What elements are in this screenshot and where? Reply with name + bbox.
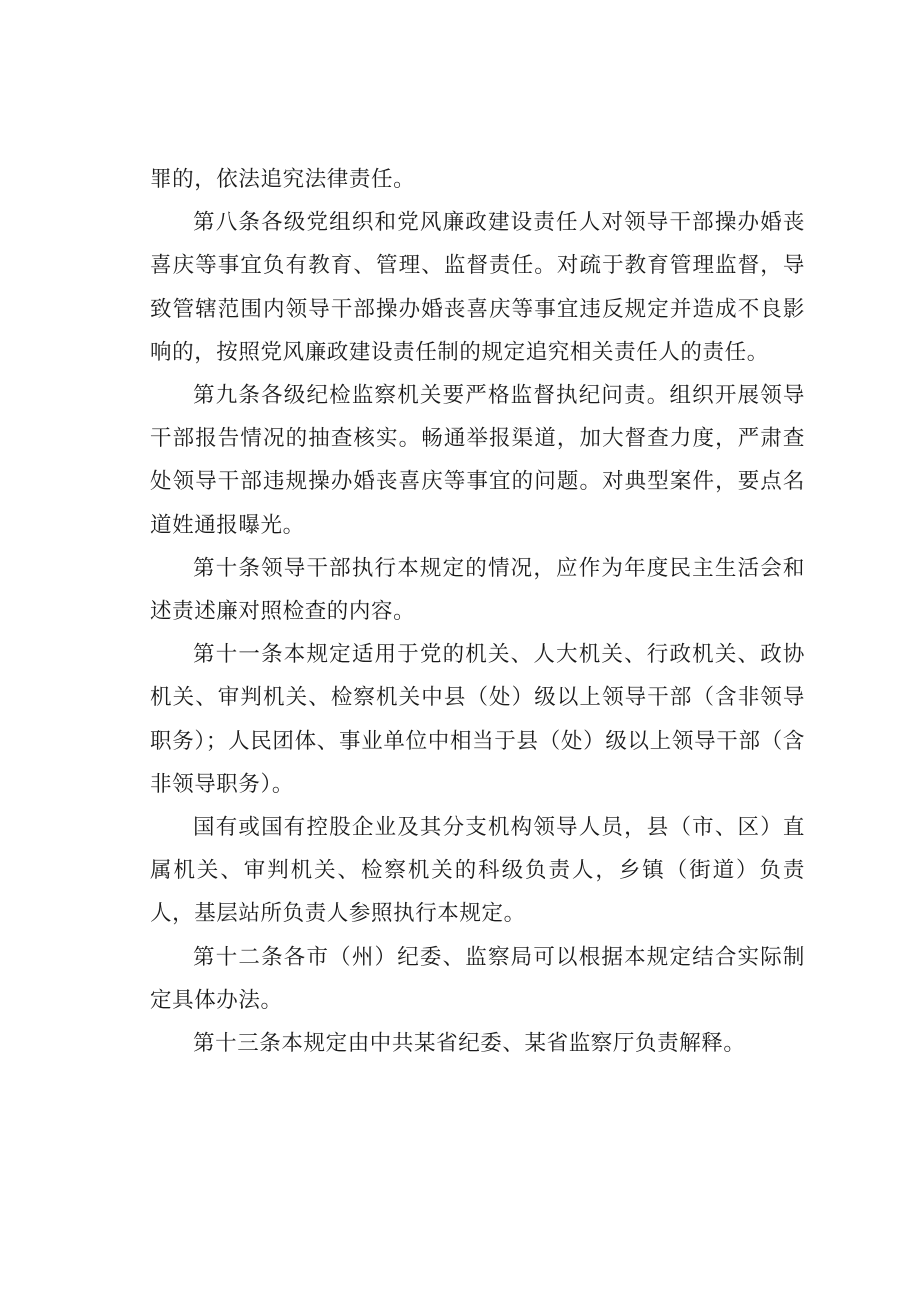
- paragraph-article-10: 第十条领导干部执行本规定的情况，应作为年度民主生活会和述责述廉对照检查的内容。: [150, 555, 805, 625]
- paragraph-article-12: 第十二条各市（州）纪委、监察局可以根据本规定结合实际制定具体办法。: [150, 944, 805, 1013]
- paragraph-article-13: 第十三条本规定由中共某省纪委、某省监察厅负责解释。: [193, 1031, 746, 1057]
- paragraph-continuation: 罪的，依法追究法律责任。: [150, 167, 416, 192]
- paragraph-article-8: 第八条各级党组织和党风廉政建设责任人对领导干部操办婚丧喜庆等事宜负有教育、管理、监督责任。对疏于教育管理监督，导致管辖范围内领导干部操办婚丧喜庆等事宜违反规定并造成不良影响的，按照党风廉政建设责任制的规定追究相关责任人的责任。: [150, 210, 805, 365]
- document-body: [150, 158, 805, 1065]
- paragraph-article-9: 第九条各级纪检监察机关要严格监督执纪问责。组织开展领导干部报告情况的抽查核实。畅通举报渠道，加大督查力度，严肃查处领导干部违规操办婚丧喜庆等事宜的问题。对典型案件，要点名道姓通报曝光。: [150, 383, 805, 538]
- paragraph-article-11: 第十一条本规定适用于党的机关、人大机关、行政机关、政协机关、审判机关、检察机关中县（处）级以上领导干部（含非领导职务）；人民团体、事业单位中相当于县（处）级以上领导干部（含非领导职务）。: [150, 642, 805, 797]
- paragraph-article-11-scope: 国有或国有控股企业及其分支机构领导人员，县（市、区）直属机关、审判机关、检察机关的科级负责人，乡镇（街道）负责人，基层站所负责人参照执行本规定。: [150, 815, 805, 927]
